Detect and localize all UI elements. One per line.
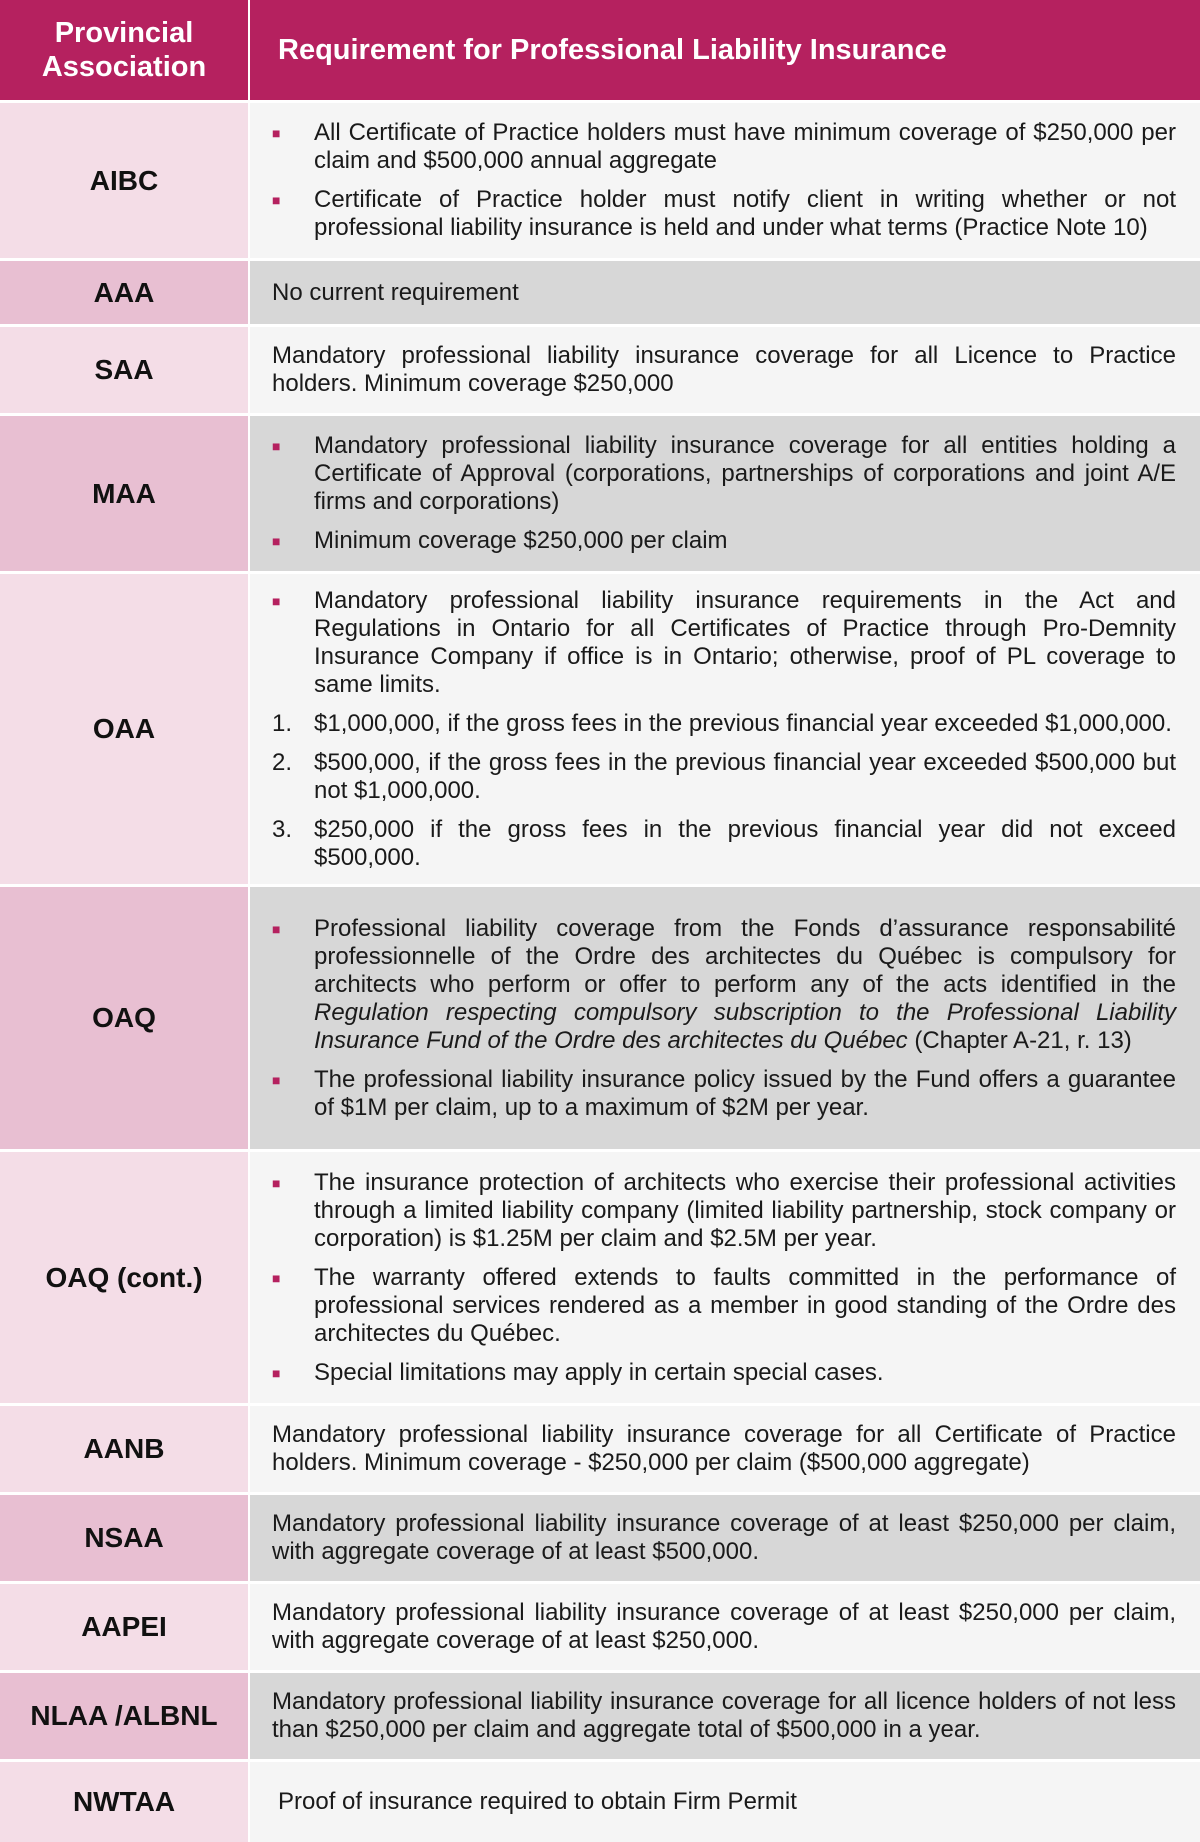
table-row [0, 413, 1200, 571]
list-number: 2. [272, 748, 293, 776]
requirement-cell: Proof of insurance required to obtain Firm Permit [250, 1762, 1200, 1842]
table-row [0, 884, 1200, 1149]
list-item: ■ Certificate of Practice holder must notify client in writing whether or not professional liability insurance is held and under what terms (Practice Note 10) [272, 186, 1176, 241]
table-row [0, 1759, 1200, 1842]
list-item: ■ All Certificate of Practice holders must have minimum coverage of $250,000 per claim and $500,000 annual aggregate [272, 119, 1176, 174]
requirement-cell: Mandatory professional liability insurance coverage for all Licence to Practice holders. Minimum coverage $250,000 [250, 327, 1200, 413]
association-cell: NLAA /ALBNL [0, 1673, 250, 1759]
requirement-cell: Mandatory professional liability insurance coverage for all licence holders of not less than $250,000 per claim and aggregate total of $500,000 in a year. [250, 1673, 1200, 1759]
list-item: ■ Special limitations may apply in certain special cases. [272, 1358, 884, 1386]
list-item: 1. $1,000,000, if the gross fees in the previous financial year exceeded $1,000,000. [272, 709, 1172, 737]
bullet-list [272, 915, 1176, 1122]
list-item: ■ Professional liability coverage from the Fonds d’assurance responsabilité professionnelle of the Ordre des architectes du Québec is compulsory for architects who perform or offer to perform any of the acts identified in the Regulation respecting compulsory subscription to the Professional Liability Insurance Fund of the Ordre des architectes du Québec (Chapter A-21, r. 13) [272, 914, 1176, 1054]
regulation-title: Regulation respecting compulsory subscription to the Professional Liability Insurance Fund of the Ordre des architectes du Québec [314, 998, 1176, 1054]
association-cell: AAA [0, 261, 250, 324]
bullet-list [272, 587, 1176, 872]
bullet-icon: ■ [272, 1174, 281, 1191]
list-item: ■ The insurance protection of architects who exercise their professional activities through a limited liability company (limited liability partnership, stock company or corporation) is $1.25M per claim and $2.5M per year. [272, 1168, 1176, 1252]
list-item: ■ The professional liability insurance policy issued by the Fund offers a guarantee of $1M per claim, up to a maximum of $2M per year. [272, 1065, 1176, 1121]
header-requirement: Requirement for Professional Liability Insurance [250, 0, 1200, 100]
association-cell: OAA [0, 574, 250, 884]
bullet-icon: ■ [272, 1071, 281, 1088]
table-header-row [0, 0, 1200, 100]
association-cell: NWTAA [0, 1762, 250, 1842]
bullet-icon: ■ [272, 920, 281, 937]
list-item: ■ Mandatory professional liability insurance requirements in the Act and Regulations in Ontario for all Certificates of Practice through Pro-Demnity Insurance Company if office is in Ontario; otherwise, proof of PL coverage to same limits. [272, 586, 1176, 698]
requirement-cell [250, 887, 1200, 1149]
requirement-cell [250, 103, 1200, 258]
table-row [0, 1403, 1200, 1492]
bullet-icon: ■ [272, 1269, 281, 1286]
list-number: 1. [272, 709, 293, 737]
requirement-cell: Mandatory professional liability insurance coverage of at least $250,000 per claim, with aggregate coverage of at least $250,000. [250, 1584, 1200, 1670]
table-row [0, 1149, 1200, 1403]
list-item: 2. $500,000, if the gross fees in the previous financial year exceeded $500,000 but not $1,000,000. [272, 748, 1176, 804]
requirement-cell [250, 1152, 1200, 1403]
association-cell: AIBC [0, 103, 250, 258]
bullet-icon: ■ [272, 1364, 281, 1381]
table-row [0, 1492, 1200, 1581]
association-cell: OAQ (cont.) [0, 1152, 250, 1403]
bullet-icon: ■ [272, 438, 281, 454]
association-cell: SAA [0, 327, 250, 413]
header-provincial-association: Provincial Association [0, 0, 250, 100]
list-item: ■ Minimum coverage $250,000 per claim [272, 527, 728, 554]
association-cell: NSAA [0, 1495, 250, 1581]
table-row [0, 1581, 1200, 1670]
association-cell: MAA [0, 416, 250, 571]
table-row [0, 1670, 1200, 1759]
table-row [0, 100, 1200, 258]
list-item: ■ Mandatory professional liability insurance coverage for all entities holding a Certificate of Approval (corporations, partnerships of corporations and joint A/E firms and corporations) [272, 432, 1176, 515]
bullet-list [272, 119, 1176, 242]
list-item: ■ The warranty offered extends to faults committed in the performance of professional services rendered as a member in good standing of the Ordre des architectes du Québec. [272, 1263, 1176, 1347]
list-item: 3. $250,000 if the gross fees in the previous financial year did not exceed $500,000. [272, 815, 1176, 871]
bullet-icon: ■ [272, 592, 281, 609]
requirement-cell: Mandatory professional liability insurance coverage for all Certificate of Practice holders. Minimum coverage - $250,000 per claim ($500,000 aggregate) [250, 1406, 1200, 1492]
requirement-cell [250, 416, 1200, 571]
table-row [0, 258, 1200, 324]
association-cell: AANB [0, 1406, 250, 1492]
list-number: 3. [272, 815, 293, 843]
bullet-icon: ■ [272, 192, 281, 208]
requirement-cell [250, 574, 1200, 884]
bullet-list [272, 1169, 1176, 1387]
table-row [0, 571, 1200, 884]
table-row [0, 324, 1200, 413]
bullet-list [272, 432, 1176, 555]
requirement-cell: Mandatory professional liability insurance coverage of at least $250,000 per claim, with aggregate coverage of at least $500,000. [250, 1495, 1200, 1581]
requirement-cell: No current requirement [250, 261, 1200, 324]
association-cell: AAPEI [0, 1584, 250, 1670]
bullet-icon: ■ [272, 125, 281, 141]
bullet-icon: ■ [272, 533, 281, 549]
association-cell: OAQ [0, 887, 250, 1149]
